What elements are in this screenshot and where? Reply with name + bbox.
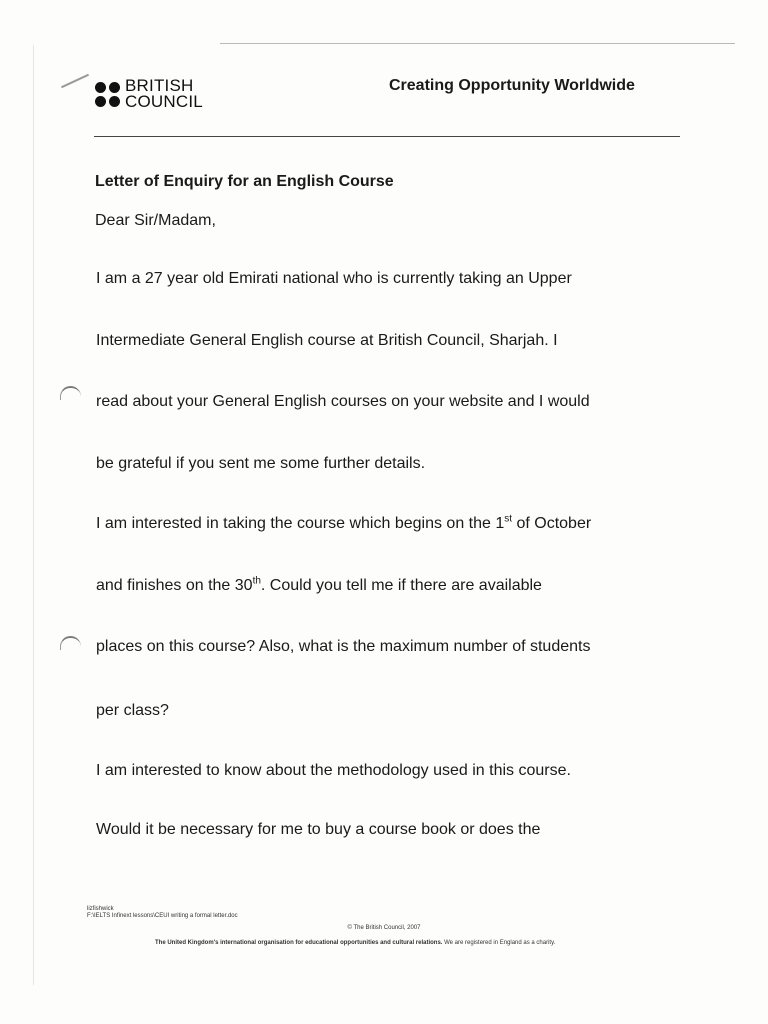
body-line-9: I am interested to know about the methodology used in this course.: [96, 762, 571, 779]
footer-statement-bold: The United Kingdom's international organisation for educational opportunities and cultural relations.: [155, 940, 443, 946]
logo-line-2: COUNCIL: [125, 92, 203, 111]
letter-title: Letter of Enquiry for an English Course: [95, 173, 394, 190]
page-top-edge: [220, 43, 735, 44]
logo-line-1: BRITISH: [125, 76, 194, 95]
logo-dot: [109, 96, 120, 107]
footer-file-path: F:\IELTS Infinext lessons\CEUI writing a formal letter.doc: [87, 913, 238, 919]
body-line-6-text: and finishes on the 30: [96, 577, 253, 594]
body-line-6-rest: . Could you tell me if there are available: [260, 577, 542, 594]
logo-dots-icon: [95, 82, 120, 107]
tagline: Creating Opportunity Worldwide: [389, 77, 635, 94]
body-line-7: places on this course? Also, what is the maximum number of students: [96, 638, 591, 655]
footer-copyright: © The British Council, 2007: [347, 925, 421, 931]
punch-hole-mark: [60, 386, 81, 400]
body-line-10: Would it be necessary for me to buy a course book or does the: [96, 821, 541, 838]
body-line-5-text: I am interested in taking the course which begins on the 1: [96, 515, 505, 532]
body-line-2: Intermediate General English course at British Council, Sharjah. I: [96, 332, 558, 349]
staple-mark: [61, 74, 89, 88]
footer-author: lizfishwick: [87, 906, 114, 912]
body-line-5: [96, 515, 591, 533]
body-line-3: read about your General English courses on your website and I would: [96, 393, 590, 410]
header-rule: [94, 136, 680, 137]
body-line-8: per class?: [96, 702, 169, 719]
ordinal-suffix-th: th: [252, 575, 261, 587]
body-line-4: be grateful if you sent me some further details.: [96, 455, 426, 472]
ordinal-suffix-st: st: [504, 513, 513, 525]
british-council-logo: [95, 78, 203, 110]
logo-dot: [109, 82, 120, 93]
logo-dot: [95, 82, 106, 93]
footer-statement: [155, 940, 555, 946]
punch-hole-mark: [60, 636, 81, 650]
body-line-1: I am a 27 year old Emirati national who is currently taking an Upper: [96, 270, 572, 287]
footer-statement-rest: We are registered in England as a charity.: [442, 940, 556, 946]
body-line-6: [96, 577, 542, 595]
logo-wordmark: [125, 78, 203, 110]
body-line-5-rest: of October: [512, 515, 592, 532]
logo-dot: [95, 96, 106, 107]
salutation: Dear Sir/Madam,: [95, 212, 216, 229]
page-left-edge: [33, 45, 34, 985]
